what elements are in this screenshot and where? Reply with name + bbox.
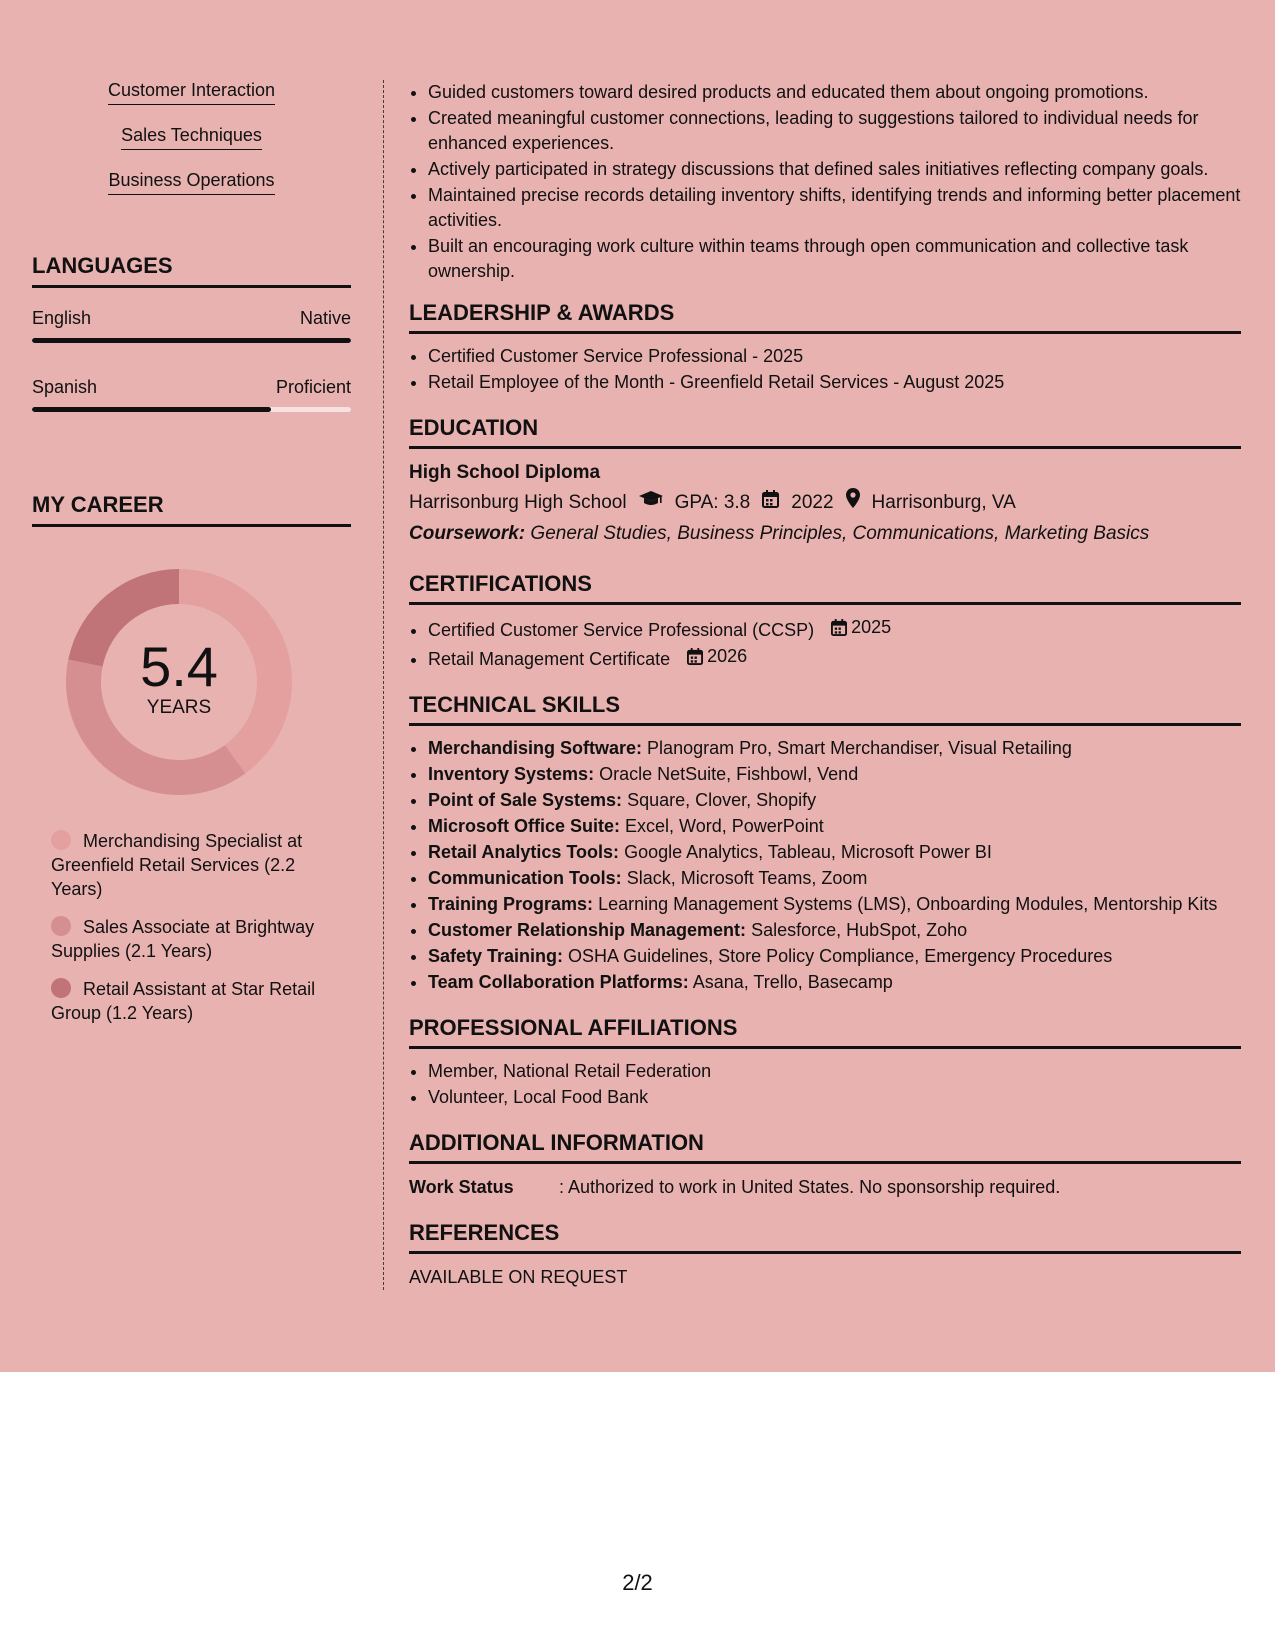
technical-skill (428, 944, 1241, 969)
language-name: English (32, 308, 92, 328)
left-column (32, 80, 351, 1039)
technical-skill-value: Slack, Microsoft Teams, Zoom (626, 868, 868, 888)
experience-bullet: • Created meaningful customer connections, leading to suggestions tailored to individual needs for enhanced experiences. (428, 106, 1241, 156)
experience-bullets (409, 80, 1241, 284)
skill-tag: Customer Interaction (108, 80, 275, 105)
affiliations-list (409, 1059, 1241, 1110)
coursework-value: General Studies, Business Principles, Communications, Marketing Basics (530, 523, 1150, 544)
technical-skill-value: Excel, Word, PowerPoint (625, 816, 824, 836)
career-legend-item (51, 915, 351, 963)
technical-skill (428, 762, 1241, 787)
technical-skill (428, 788, 1241, 813)
legend-label: Retail Assistant at Star Retail Group (1.2 Years) (51, 979, 316, 1023)
technical-skill (428, 736, 1241, 761)
experience-bullet: • Maintained precise records detailing inventory shifts, identifying trends and informing better placement activities. (428, 183, 1241, 233)
technical-skill (428, 840, 1241, 865)
work-status-value: : Authorized to work in United States. No sponsorship required. (559, 1177, 1061, 1197)
certification-name: Certified Customer Service Professional (CCSP) (428, 620, 815, 640)
technical-skill-value: Square, Clover, Shopify (627, 790, 817, 810)
affiliation-item: • Member, National Retail Federation (428, 1059, 1241, 1084)
language-bar-fill (32, 407, 271, 412)
career-legend-item (51, 829, 351, 901)
right-column (409, 80, 1241, 1290)
technical-skill (428, 918, 1241, 943)
education-coursework (409, 519, 1241, 549)
work-status-label: Work Status (409, 1177, 514, 1197)
technical-skill-label: Safety Training: (428, 946, 564, 966)
technical-skill-value: OSHA Guidelines, Store Policy Compliance, Emergency Procedures (568, 946, 1113, 966)
calendar-icon (762, 487, 779, 519)
career-total (66, 635, 292, 719)
technical-skill-value: Google Analytics, Tableau, Microsoft Power BI (624, 842, 992, 862)
certification-name: Retail Management Certificate (428, 649, 671, 669)
certification-item (428, 615, 1241, 643)
legend-label: Merchandising Specialist at Greenfield Retail Services (2.2 Years) (51, 831, 303, 899)
experience-bullet: • Built an encouraging work culture within teams through open communication and collective task ownership. (428, 234, 1241, 284)
certification-year: 2026 (707, 646, 748, 666)
calendar-icon (831, 619, 847, 636)
career-legend (51, 829, 351, 1025)
language-bar (32, 338, 351, 343)
work-status (409, 1174, 1241, 1200)
leadership-item: • Certified Customer Service Professional - 2025 (428, 344, 1241, 369)
experience-bullet: • Guided customers toward desired products and educated them about ongoing promotions. (428, 80, 1241, 105)
leadership-list (409, 344, 1241, 395)
technical-skill-value: Oracle NetSuite, Fishbowl, Vend (599, 764, 859, 784)
experience-bullet: • Actively participated in strategy discussions that defined sales initiatives reflecting company goals. (428, 157, 1241, 182)
certification-year: 2025 (851, 617, 892, 637)
technical-skills-heading: TECHNICAL SKILLS (409, 692, 1241, 726)
language-spanish (32, 377, 351, 412)
language-level: Native (299, 308, 351, 328)
references-text: AVAILABLE ON REQUEST (409, 1267, 628, 1287)
technical-skill-value: Asana, Trello, Basecamp (692, 972, 893, 992)
education-degree: High School Diploma (409, 462, 601, 483)
technical-skill-value: Learning Management Systems (LMS), Onboarding Modules, Mentorship Kits (598, 894, 1218, 914)
certification-item (428, 644, 1241, 672)
technical-skill (428, 866, 1241, 891)
certifications-heading: CERTIFICATIONS (409, 571, 1241, 605)
technical-skill-value: Planogram Pro, Smart Merchandiser, Visual Retailing (647, 738, 1072, 758)
certification-date (831, 615, 891, 640)
education-location: Harrisonburg, VA (871, 492, 1016, 513)
career-heading: MY CAREER (32, 492, 351, 527)
legend-dot (51, 830, 71, 850)
calendar-icon (687, 648, 703, 665)
skill-tag: Sales Techniques (121, 125, 262, 150)
technical-skill-label: Retail Analytics Tools: (428, 842, 620, 862)
technical-skill (428, 814, 1241, 839)
technical-skills-list (409, 736, 1241, 995)
technical-skill (428, 970, 1241, 995)
technical-skill-label: Communication Tools: (428, 868, 622, 888)
career-donut (66, 569, 292, 795)
legend-dot (51, 916, 71, 936)
certifications-list (409, 615, 1241, 672)
technical-skill-label: Training Programs: (428, 894, 594, 914)
education-details (409, 487, 1241, 519)
language-english (32, 308, 351, 343)
technical-skill (428, 892, 1241, 917)
technical-skill-label: Microsoft Office Suite: (428, 816, 621, 836)
leadership-heading: LEADERSHIP & AWARDS (409, 300, 1241, 334)
affiliation-item: • Volunteer, Local Food Bank (428, 1085, 1241, 1110)
technical-skill-value: Salesforce, HubSpot, Zoho (751, 920, 968, 940)
skill-tags (32, 80, 351, 215)
languages-heading: LANGUAGES (32, 253, 351, 288)
technical-skill-label: Point of Sale Systems: (428, 790, 623, 810)
career-legend-item (51, 977, 351, 1025)
legend-dot (51, 978, 71, 998)
additional-info-heading: ADDITIONAL INFORMATION (409, 1130, 1241, 1164)
technical-skill-label: Merchandising Software: (428, 738, 643, 758)
skill-tag: Business Operations (108, 170, 274, 195)
certification-date (687, 644, 747, 669)
education-year: 2022 (791, 492, 834, 513)
language-bar-fill (32, 338, 351, 343)
column-divider (383, 80, 384, 1290)
career-total-number: 5.4 (140, 635, 218, 698)
language-name: Spanish (32, 377, 98, 397)
graduation-cap-icon (639, 487, 663, 519)
language-level: Proficient (275, 377, 351, 397)
technical-skill-label: Team Collaboration Platforms: (428, 972, 689, 992)
coursework-label: Coursework: (409, 523, 526, 544)
technical-skill-label: Customer Relationship Management: (428, 920, 747, 940)
affiliations-heading: PROFESSIONAL AFFILIATIONS (409, 1015, 1241, 1049)
technical-skill-label: Inventory Systems: (428, 764, 595, 784)
leadership-item: • Retail Employee of the Month - Greenfield Retail Services - August 2025 (428, 370, 1241, 395)
page-number: 2/2 (622, 1570, 653, 1595)
education-gpa: GPA: 3.8 (674, 492, 751, 513)
references-heading: REFERENCES (409, 1220, 1241, 1254)
education-heading: EDUCATION (409, 415, 1241, 449)
career-total-unit: YEARS (146, 697, 212, 718)
education-school: Harrisonburg High School (409, 492, 627, 513)
legend-label: Sales Associate at Brightway Supplies (2.1 Years) (51, 917, 315, 961)
language-bar (32, 407, 351, 412)
map-marker-icon (846, 487, 860, 519)
